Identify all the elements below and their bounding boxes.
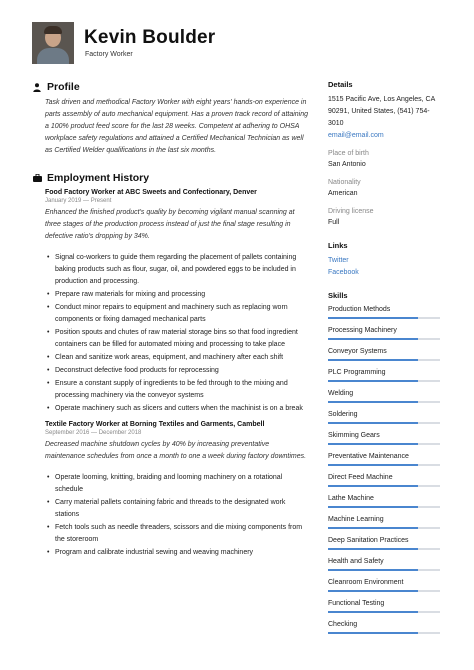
job-summary: Decreased machine shutdown cycles by 40% by increasing preventative maintenance schedules from once a month to one a week during factory downtimes. bbox=[45, 441, 307, 460]
twitter-link[interactable]: Twitter bbox=[328, 257, 349, 264]
skill-name: Cleanroom Environment bbox=[328, 579, 404, 586]
skill-item bbox=[328, 452, 440, 466]
birth-value: San Antonio bbox=[328, 161, 366, 168]
job-bullet: • Fetch tools such as needle threaders, scissors and die mixing components from the storeroom bbox=[45, 522, 310, 546]
skill-item bbox=[328, 347, 440, 361]
profile-text: Task driven and methodical Factory Worker with eight years' hands-on experience in parts assembly of auto mechanical equipment. Has a proven track record of attaining a 100% product feed score for the last 28 weeks. Competent at adhering to OHSA workplace safety regulations and attained a Certified Mechanical Technician as well as Certified Welder qualifications in the last six months. bbox=[45, 99, 309, 154]
job-bullet-list bbox=[45, 252, 310, 415]
skill-level-bar bbox=[328, 338, 440, 340]
email-link[interactable]: email@email.com bbox=[328, 132, 384, 139]
details-section bbox=[328, 80, 440, 229]
job-bullet: • Conduct minor repairs to equipment and machinery such as replacing worn components or fixing damaged mechanical parts bbox=[45, 302, 310, 326]
skill-level-fill bbox=[328, 548, 418, 550]
skill-level-fill bbox=[328, 527, 418, 529]
skill-name: Checking bbox=[328, 621, 358, 628]
skill-name: Skimming Gears bbox=[328, 432, 380, 439]
skill-level-bar bbox=[328, 548, 440, 550]
job-title: Food Factory Worker at ABC Sweets and Confectionary, Denver bbox=[45, 189, 257, 196]
job-bullet-list bbox=[45, 472, 310, 559]
candidate-name: Kevin Boulder bbox=[84, 27, 216, 48]
skill-level-bar bbox=[328, 632, 440, 634]
skill-item bbox=[328, 536, 440, 550]
skills-section bbox=[328, 291, 440, 634]
job-bullet: • Operate machinery such as slicers and cutters when the machinist is on a break bbox=[45, 403, 310, 415]
skill-level-bar bbox=[328, 401, 440, 403]
skill-level-fill bbox=[328, 485, 418, 487]
skill-name: Deep Sanitation Practices bbox=[328, 537, 409, 544]
skill-level-bar bbox=[328, 317, 440, 319]
skill-level-bar bbox=[328, 443, 440, 445]
nationality-value: American bbox=[328, 190, 358, 197]
license-label: Driving license bbox=[328, 208, 374, 215]
job-bullet: • Prepare raw materials for mixing and processing bbox=[45, 289, 310, 301]
job-summary: Enhanced the finished product's quality by becoming vigilant manual scanning at three stages of the production process instead of just the final stage resulting in defective ratio's dropping by 34%. bbox=[45, 209, 295, 240]
skill-name: PLC Programming bbox=[328, 369, 386, 376]
skill-item bbox=[328, 557, 440, 571]
skill-item bbox=[328, 578, 440, 592]
address-text: 1515 Pacific Ave, Los Angeles, CA 90291, United States, (541) 754-3010 bbox=[328, 96, 435, 127]
skill-level-bar bbox=[328, 380, 440, 382]
employment-section bbox=[32, 171, 312, 559]
skill-name: Lathe Machine bbox=[328, 495, 374, 502]
skill-level-fill bbox=[328, 443, 418, 445]
job-entry bbox=[45, 189, 312, 415]
sidebar-column bbox=[328, 80, 440, 641]
skill-level-fill bbox=[328, 506, 418, 508]
job-title: Textile Factory Worker at Borning Textiles and Garments, Cambell bbox=[45, 421, 265, 428]
skill-name: Functional Testing bbox=[328, 600, 385, 607]
skill-level-fill bbox=[328, 632, 418, 634]
resume-header bbox=[32, 22, 442, 64]
skill-level-fill bbox=[328, 422, 418, 424]
skill-level-fill bbox=[328, 359, 418, 361]
skill-name: Processing Machinery bbox=[328, 327, 397, 334]
skill-name: Conveyor Systems bbox=[328, 348, 387, 355]
skill-level-bar bbox=[328, 422, 440, 424]
skills-heading: Skills bbox=[328, 291, 348, 300]
skill-item bbox=[328, 599, 440, 613]
job-dates: January 2019 — Present bbox=[45, 198, 112, 204]
job-bullet: • Operate looming, knitting, braiding and looming machinery on a rotational schedule bbox=[45, 472, 310, 496]
skill-level-fill bbox=[328, 317, 418, 319]
briefcase-icon bbox=[32, 173, 42, 183]
license-value: Full bbox=[328, 219, 340, 226]
skill-item bbox=[328, 473, 440, 487]
skill-item bbox=[328, 326, 440, 340]
profile-section bbox=[32, 80, 312, 157]
links-heading: Links bbox=[328, 241, 348, 250]
skill-item bbox=[328, 515, 440, 529]
skill-name: Machine Learning bbox=[328, 516, 384, 523]
job-bullet: • Clean and sanitize work areas, equipment, and machinery after each shift bbox=[45, 352, 310, 364]
skill-level-bar bbox=[328, 506, 440, 508]
birth-label: Place of birth bbox=[328, 150, 369, 157]
avatar bbox=[32, 22, 74, 64]
facebook-link[interactable]: Facebook bbox=[328, 269, 359, 276]
skill-level-bar bbox=[328, 569, 440, 571]
skill-level-fill bbox=[328, 569, 418, 571]
skill-item bbox=[328, 389, 440, 403]
skill-level-fill bbox=[328, 338, 418, 340]
job-bullet: • Carry material pallets containing fabric and threads to the designated work stations bbox=[45, 497, 310, 521]
skill-level-bar bbox=[328, 611, 440, 613]
skill-name: Soldering bbox=[328, 411, 358, 418]
skill-level-fill bbox=[328, 611, 418, 613]
links-section bbox=[328, 241, 440, 279]
job-bullet: • Ensure a constant supply of ingredients to be fed through to the mixing and processing machinery via the conveyor systems bbox=[45, 378, 310, 402]
employment-heading: Employment History bbox=[47, 172, 150, 184]
skill-item bbox=[328, 494, 440, 508]
skill-level-fill bbox=[328, 464, 418, 466]
profile-heading: Profile bbox=[47, 81, 80, 93]
job-dates: September 2016 — December 2018 bbox=[45, 430, 142, 436]
skill-name: Welding bbox=[328, 390, 354, 397]
skill-level-bar bbox=[328, 485, 440, 487]
job-bullet: • Signal co-workers to guide them regarding the placement of pallets containing baking products such as flour, sugar, oil, and powdered eggs to be included in production and processing. bbox=[45, 252, 310, 288]
skill-name: Health and Safety bbox=[328, 558, 384, 565]
skill-item bbox=[328, 305, 440, 319]
candidate-title: Factory Worker bbox=[85, 51, 133, 58]
job-bullet: • Program and calibrate industrial sewing and weaving machinery bbox=[45, 547, 310, 559]
nationality-label: Nationality bbox=[328, 179, 361, 186]
skill-level-bar bbox=[328, 359, 440, 361]
skill-item bbox=[328, 620, 440, 634]
details-heading: Details bbox=[328, 80, 353, 89]
skills-list bbox=[328, 305, 440, 634]
skill-level-fill bbox=[328, 401, 418, 403]
job-bullet: • Deconstruct defective food products for reprocessing bbox=[45, 365, 310, 377]
skill-name: Direct Feed Machine bbox=[328, 474, 393, 481]
skill-name: Preventative Maintenance bbox=[328, 453, 409, 460]
skill-name: Production Methods bbox=[328, 306, 391, 313]
main-column bbox=[32, 80, 312, 560]
job-bullet: • Position spouts and chutes of raw material storage bins so that food ingredient containers can be filled for automated mixing and processing to take place bbox=[45, 327, 310, 351]
skill-item bbox=[328, 368, 440, 382]
skill-level-fill bbox=[328, 380, 418, 382]
skill-level-bar bbox=[328, 590, 440, 592]
skill-item bbox=[328, 410, 440, 424]
skill-level-bar bbox=[328, 527, 440, 529]
job-entry bbox=[45, 421, 312, 559]
skill-level-fill bbox=[328, 590, 418, 592]
skill-item bbox=[328, 431, 440, 445]
skill-level-bar bbox=[328, 464, 440, 466]
person-icon bbox=[32, 82, 42, 92]
